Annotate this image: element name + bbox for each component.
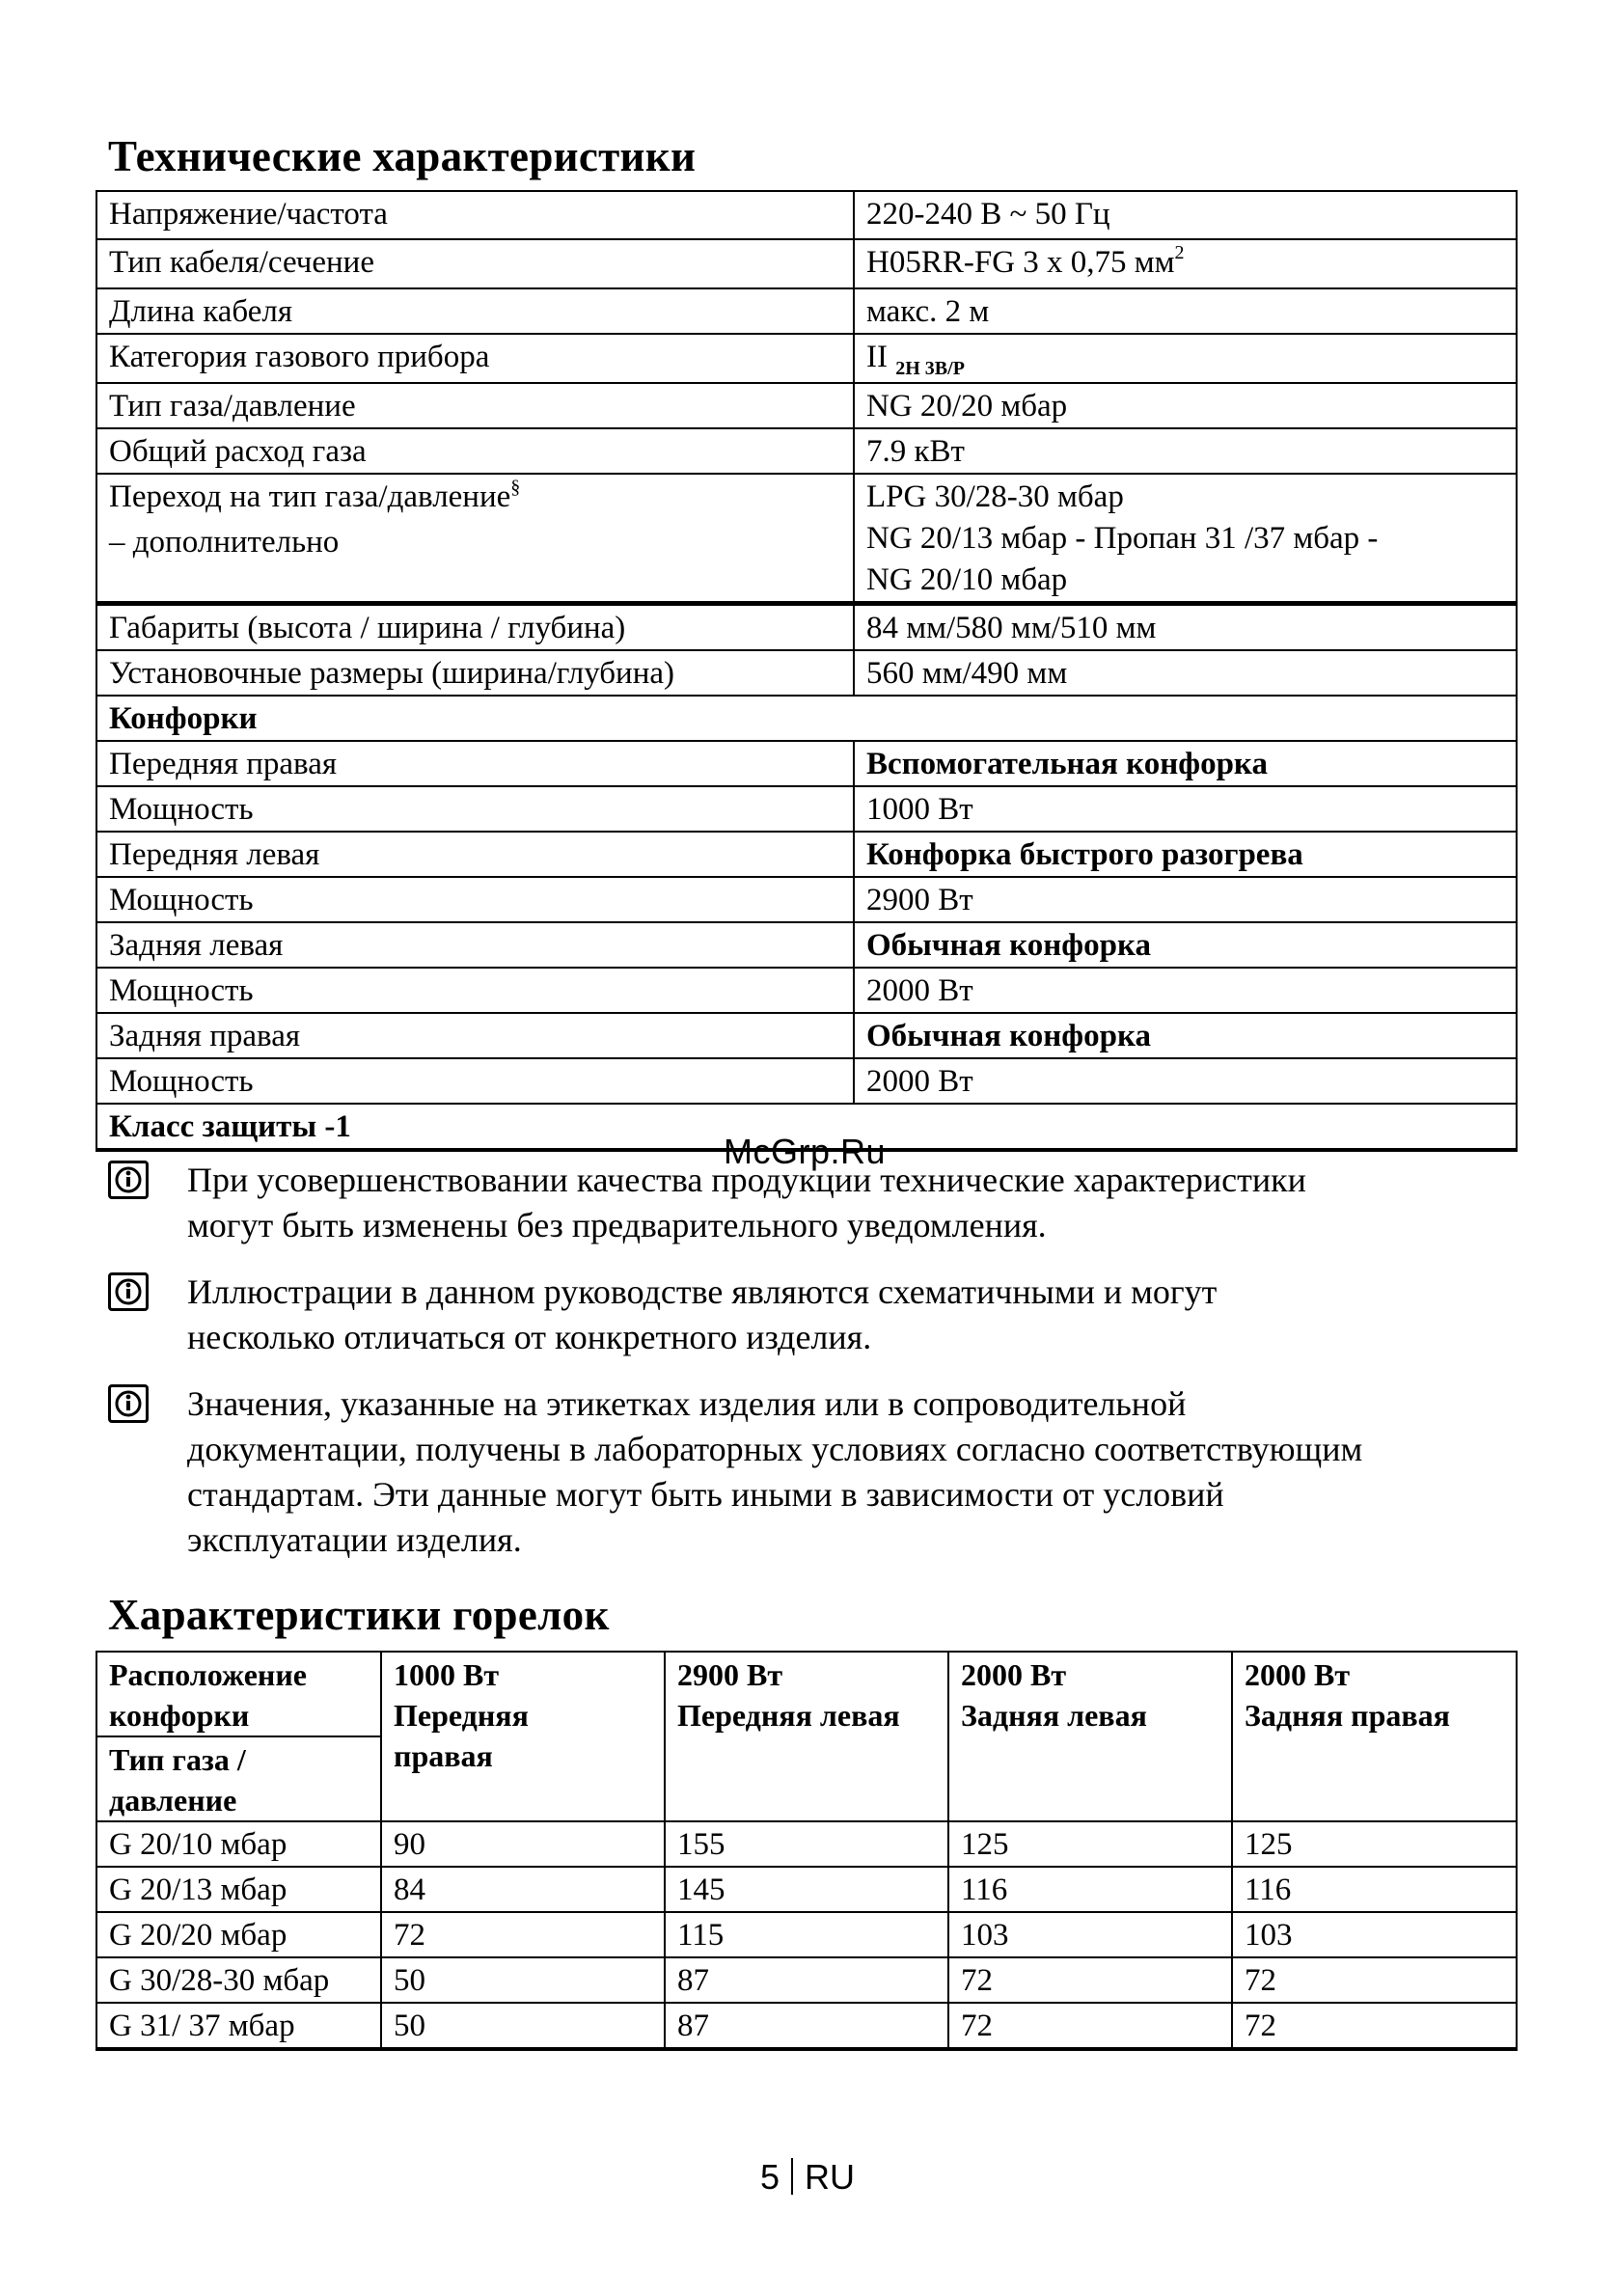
burner-type: Конфорка быстрого разогрева: [854, 832, 1517, 877]
table-row: [96, 428, 1517, 474]
column-header: [948, 1652, 1232, 1821]
section-title-burners: Характеристики горелок: [108, 1591, 610, 1639]
burner-type: Обычная конфорка: [854, 922, 1517, 968]
column-power: 2900 Вт: [677, 1657, 783, 1692]
note-line: стандартам. Эти данные могут быть иными в зависимости от условий: [187, 1475, 1224, 1514]
table-row: [96, 741, 1517, 786]
column-name: правая: [394, 1738, 493, 1773]
burner-table: [96, 1651, 1518, 2051]
header-line: Расположение: [109, 1657, 307, 1692]
spec-label: Общий расход газа: [96, 428, 854, 474]
table-cell: 84: [381, 1867, 665, 1912]
spec-label: [96, 474, 854, 604]
spec-label: Категория газового прибора: [96, 334, 854, 383]
table-cell: 103: [1232, 1912, 1517, 1957]
header-line: конфорки: [109, 1698, 250, 1733]
superscript: §: [510, 477, 521, 498]
table-row: [96, 1957, 1517, 2003]
table-cell: 72: [1232, 1957, 1517, 2003]
spec-value: 84 мм/580 мм/510 мм: [854, 604, 1517, 651]
table-row: [96, 1867, 1517, 1912]
column-header: [381, 1652, 665, 1821]
table-cell: 50: [381, 1957, 665, 2003]
gas-type: G 20/20 мбар: [96, 1912, 381, 1957]
info-icon: [108, 1272, 149, 1311]
power-label: Мощность: [96, 877, 854, 922]
burner-position: Задняя правая: [96, 1013, 854, 1058]
spec-label: Габариты (высота / ширина / глубина): [96, 604, 854, 651]
note-line: Значения, указанные на этикетках изделия или в сопроводительной: [187, 1384, 1187, 1423]
note-line: могут быть изменены без предварительного уведомления.: [187, 1206, 1047, 1244]
note-line: При усовершенствовании качества продукции технические характеристики: [187, 1161, 1306, 1199]
table-cell: 72: [381, 1912, 665, 1957]
page-number: 5: [759, 2157, 780, 2197]
section-title-specs: Технические характеристики: [108, 132, 697, 180]
burner-type: Обычная конфорка: [854, 1013, 1517, 1058]
table-cell: 125: [948, 1821, 1232, 1867]
table-cell: 50: [381, 2003, 665, 2049]
header-line: давление: [109, 1783, 237, 1818]
table-row: [96, 1912, 1517, 1957]
corner-header-bottom: [96, 1736, 381, 1821]
note-text: [187, 1381, 1538, 1563]
table-row: [96, 786, 1517, 832]
table-cell: 115: [665, 1912, 948, 1957]
burners-heading: Конфорки: [96, 696, 1517, 741]
corner-header-top: [96, 1652, 381, 1736]
power-value: 1000 Вт: [854, 786, 1517, 832]
column-name: Задняя правая: [1245, 1698, 1450, 1733]
column-power: 2000 Вт: [1245, 1657, 1351, 1692]
power-label: Мощность: [96, 786, 854, 832]
value-line: NG 20/13 мбар - Пропан 31 /37 мбар -: [866, 521, 1379, 556]
column-name: Передняя левая: [677, 1698, 900, 1733]
spec-value: 220-240 В ~ 50 Гц: [854, 191, 1517, 239]
info-icon: [108, 1161, 149, 1199]
power-value: 2000 Вт: [854, 968, 1517, 1013]
table-row: [96, 922, 1517, 968]
table-cell: 116: [948, 1867, 1232, 1912]
spec-value: NG 20/20 мбар: [854, 383, 1517, 428]
value-line: LPG 30/28-30 мбар: [866, 479, 1124, 514]
conversion-label-text: Переход на тип газа/давление: [109, 479, 511, 514]
column-power: 1000 Вт: [394, 1657, 500, 1692]
table-cell: 145: [665, 1867, 948, 1912]
burner-position: Передняя правая: [96, 741, 854, 786]
spec-label: Тип кабеля/сечение: [96, 239, 854, 288]
table-cell: 116: [1232, 1867, 1517, 1912]
cable-type-text: H05RR-FG 3 x 0,75 мм: [866, 245, 1175, 280]
table-cell: 72: [948, 1957, 1232, 2003]
gas-category-text: II: [866, 340, 888, 374]
burner-position: Задняя левая: [96, 922, 854, 968]
spec-value: [854, 474, 1517, 604]
power-value: 2900 Вт: [854, 877, 1517, 922]
table-cell: 90: [381, 1821, 665, 1867]
table-row: [96, 1821, 1517, 1867]
note-text: [187, 1158, 1538, 1248]
table-cell: 72: [948, 2003, 1232, 2049]
info-icon: [108, 1384, 149, 1423]
power-label: Мощность: [96, 968, 854, 1013]
spec-label: Напряжение/частота: [96, 191, 854, 239]
note-text: [187, 1270, 1538, 1360]
table-cell: 87: [665, 2003, 948, 2049]
note-line: несколько отличаться от конкретного изделия.: [187, 1318, 872, 1356]
spec-value: 7.9 кВт: [854, 428, 1517, 474]
table-row: [96, 2003, 1517, 2049]
footer-divider: [791, 2158, 793, 2195]
label-line: [109, 477, 841, 522]
burner-type: Вспомогательная конфорка: [854, 741, 1517, 786]
label-line: – дополнительно: [109, 525, 340, 560]
table-row: [96, 474, 1517, 604]
column-header: [1232, 1652, 1517, 1821]
language-code: RU: [805, 2157, 856, 2197]
table-cell: 155: [665, 1821, 948, 1867]
note-line: документации, получены в лабораторных условиях согласно соответствующим: [187, 1430, 1363, 1468]
gas-type: G 20/13 мбар: [96, 1867, 381, 1912]
table-row: [96, 239, 1517, 288]
table-row: [96, 604, 1517, 651]
specs-table: [96, 190, 1518, 1152]
subscript: 2H 3B/P: [895, 358, 965, 379]
table-row: [96, 1013, 1517, 1058]
value-line: NG 20/10 мбар: [866, 562, 1068, 597]
spec-value: [854, 334, 1517, 383]
table-row: [96, 696, 1517, 741]
table-cell: 103: [948, 1912, 1232, 1957]
table-row: [96, 383, 1517, 428]
spec-value: 560 мм/490 мм: [854, 650, 1517, 696]
watermark: McGrp.Ru: [724, 1132, 887, 1171]
header-line: Тип газа /: [109, 1742, 246, 1777]
spec-label: Установочные размеры (ширина/глубина): [96, 650, 854, 696]
power-value: 2000 Вт: [854, 1058, 1517, 1104]
note-line: эксплуатации изделия.: [187, 1520, 522, 1559]
table-cell: 87: [665, 1957, 948, 2003]
spec-label: Длина кабеля: [96, 288, 854, 334]
spec-value: [854, 239, 1517, 288]
note-line: Иллюстрации в данном руководстве являются схематичными и могут: [187, 1272, 1218, 1311]
column-power: 2000 Вт: [961, 1657, 1067, 1692]
gas-type: G 31/ 37 мбар: [96, 2003, 381, 2049]
table-row: [96, 877, 1517, 922]
superscript: 2: [1174, 242, 1185, 263]
page-footer: [0, 2157, 1615, 2198]
table-cell: 72: [1232, 2003, 1517, 2049]
spec-value: макс. 2 м: [854, 288, 1517, 334]
column-name: Задняя левая: [961, 1698, 1147, 1733]
column-name: Передняя: [394, 1698, 529, 1733]
table-row: [96, 1058, 1517, 1104]
table-row: [96, 288, 1517, 334]
gas-type: G 20/10 мбар: [96, 1821, 381, 1867]
gas-type: G 30/28-30 мбар: [96, 1957, 381, 2003]
burner-position: Передняя левая: [96, 832, 854, 877]
table-row: [96, 191, 1517, 239]
table-row: [96, 650, 1517, 696]
power-label: Мощность: [96, 1058, 854, 1104]
spec-label: Тип газа/давление: [96, 383, 854, 428]
table-row: [96, 832, 1517, 877]
table-cell: 125: [1232, 1821, 1517, 1867]
protection-class: Класс защиты -1: [96, 1104, 1517, 1150]
table-header-row: [96, 1652, 1517, 1736]
table-row: [96, 334, 1517, 383]
column-header: [665, 1652, 948, 1821]
table-row: [96, 968, 1517, 1013]
